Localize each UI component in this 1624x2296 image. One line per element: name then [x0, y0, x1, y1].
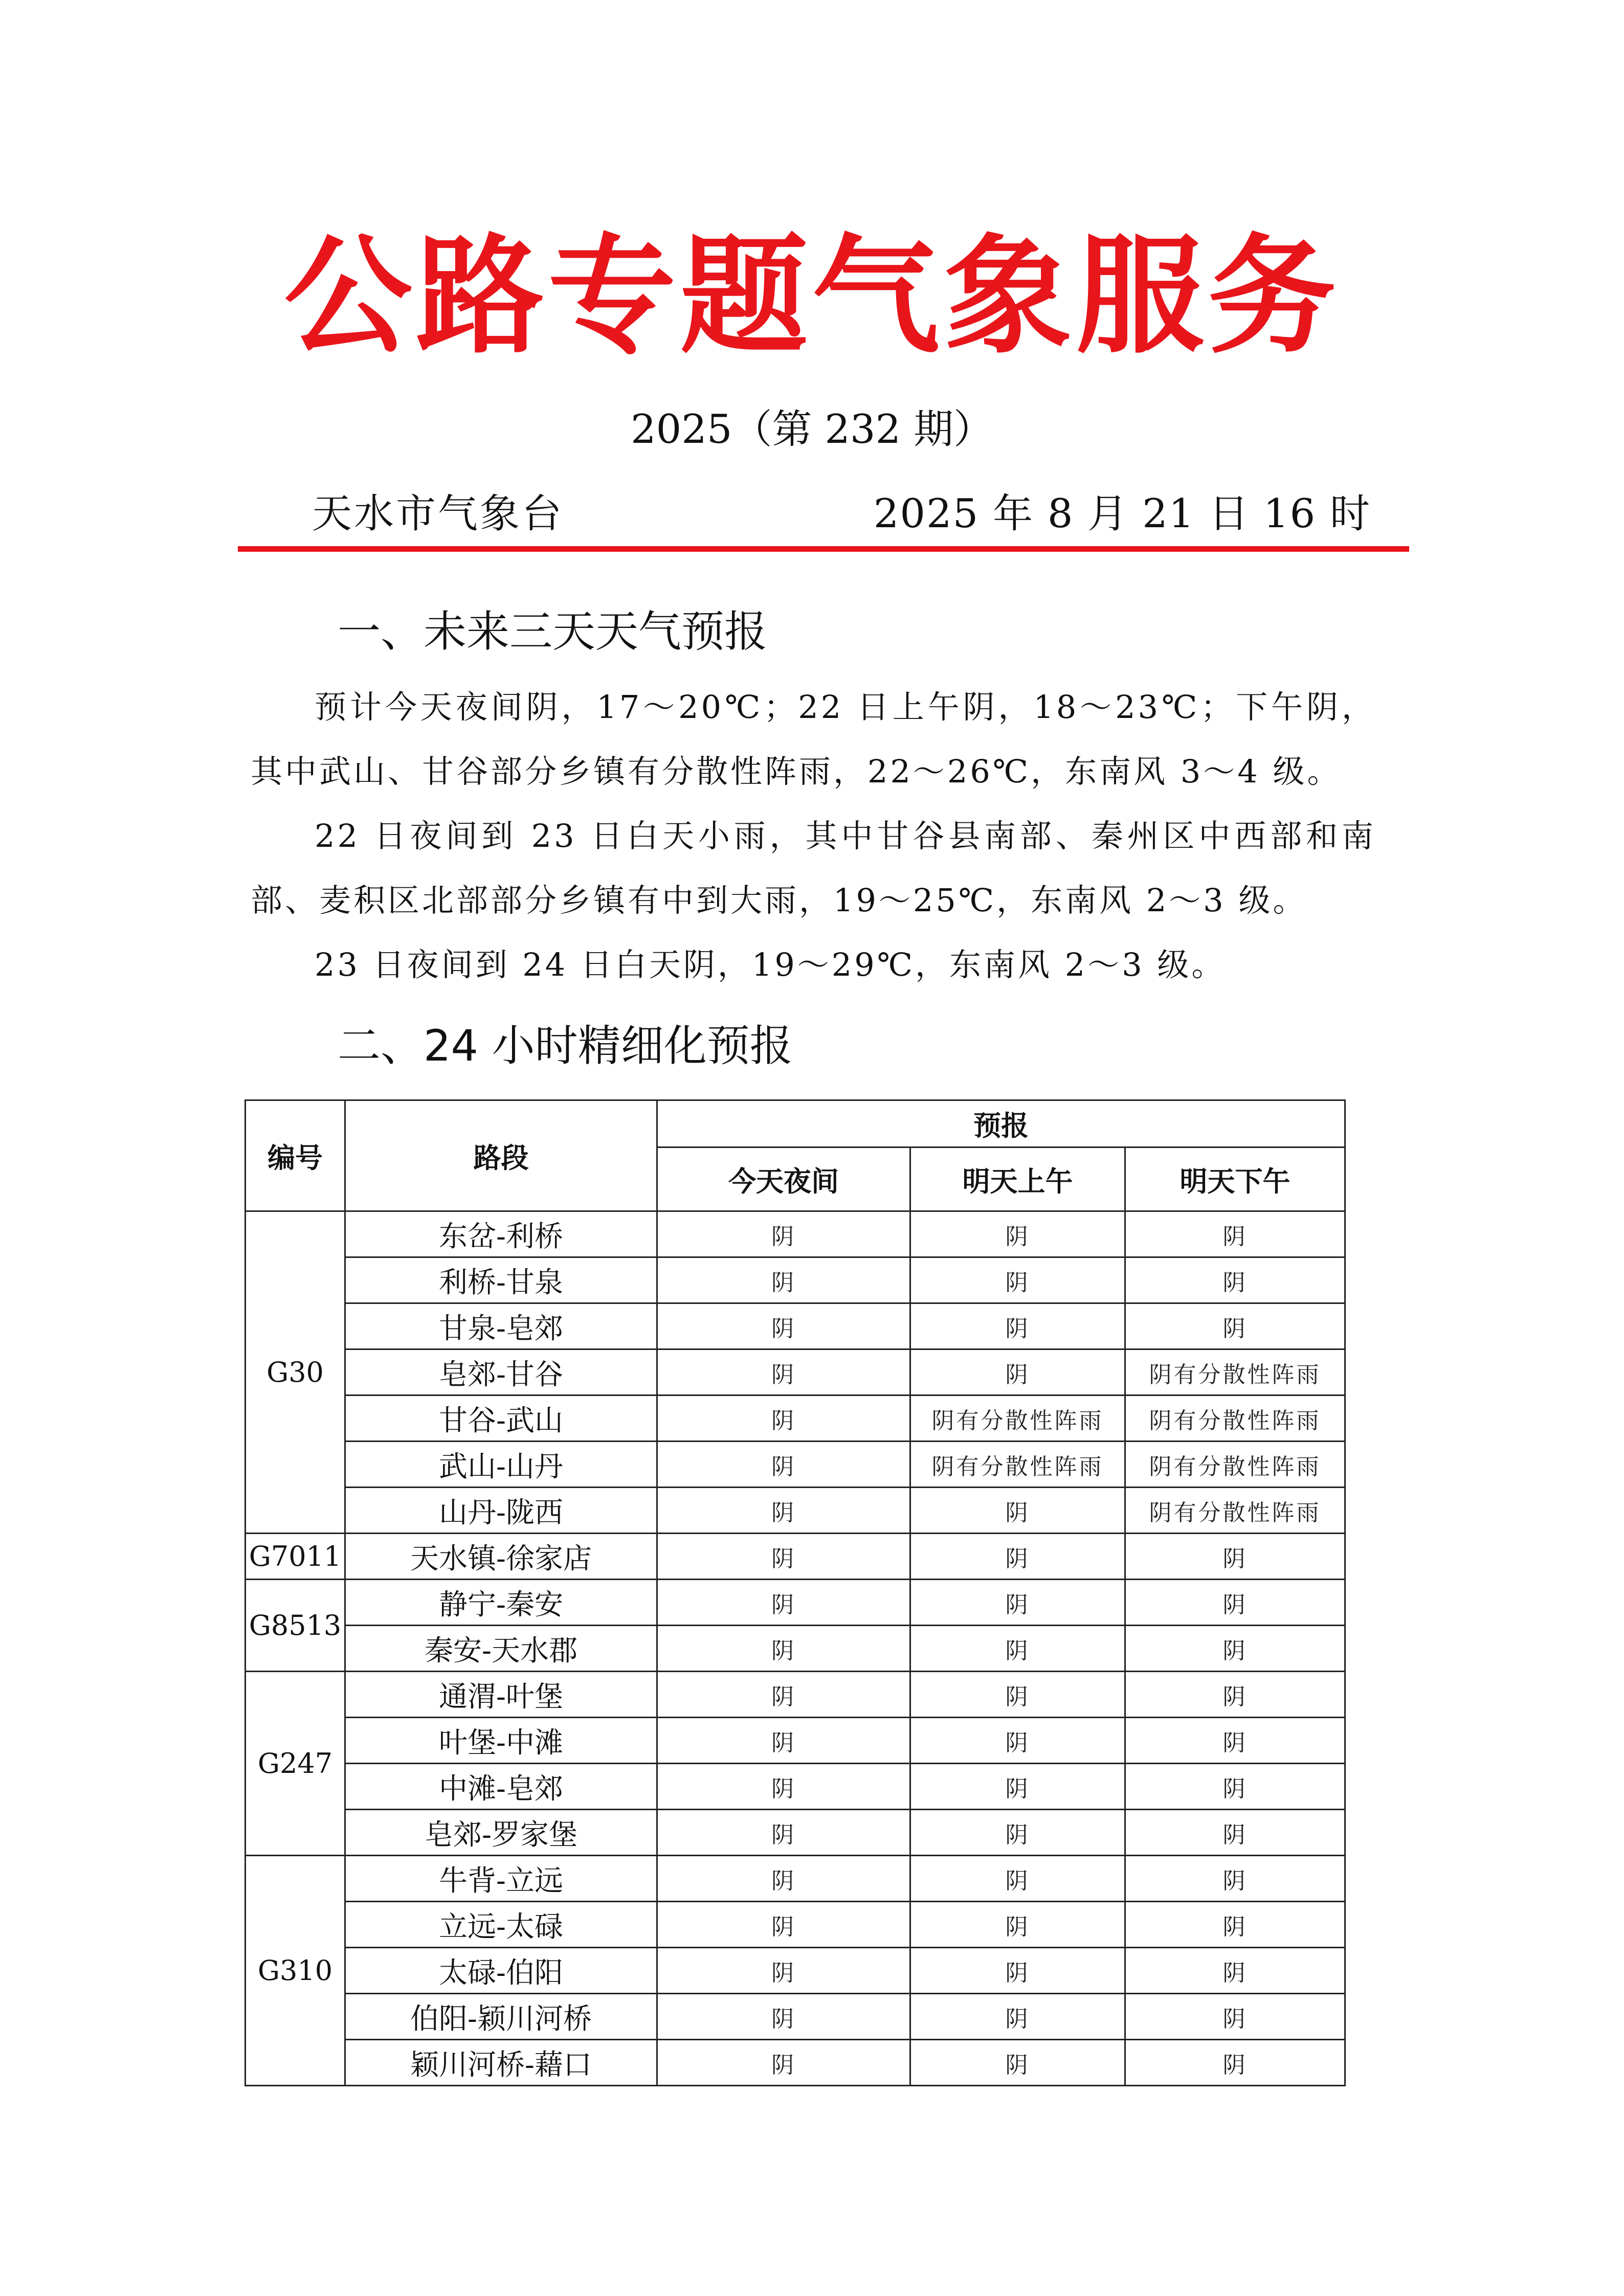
- table-row: [246, 1948, 1345, 1994]
- road-forecast-table: [244, 1099, 1346, 2086]
- road-code: G247: [246, 1672, 345, 1856]
- weather-cell: 阴: [1125, 1718, 1345, 1764]
- road-segment: 中滩-皂郊: [345, 1764, 657, 1810]
- weather-cell: 阴: [657, 1626, 910, 1672]
- header-period: 明天上午: [910, 1147, 1125, 1211]
- weather-cell: 阴: [1125, 1764, 1345, 1810]
- table-row: [246, 1718, 1345, 1764]
- weather-cell: 阴: [1125, 1810, 1345, 1856]
- table-row: [246, 1534, 1345, 1580]
- weather-cell: 阴: [657, 1718, 910, 1764]
- weather-cell: 阴有分散性阵雨: [910, 1442, 1125, 1488]
- weather-cell: 阴: [910, 1994, 1125, 2040]
- table-row: [246, 1303, 1345, 1349]
- road-segment: 静宁-秦安: [345, 1580, 657, 1626]
- weather-cell: 阴: [657, 1534, 910, 1580]
- table-row: [246, 1810, 1345, 1856]
- road-code: G310: [246, 1856, 345, 2086]
- weather-cell: 阴: [910, 1349, 1125, 1395]
- weather-cell: 阴: [1125, 1580, 1345, 1626]
- weather-cell: 阴: [910, 1580, 1125, 1626]
- weather-cell: 阴: [657, 1303, 910, 1349]
- weather-cell: 阴: [910, 1488, 1125, 1534]
- issuing-organization: 天水市气象台: [312, 491, 564, 537]
- table-row: [246, 1580, 1345, 1626]
- section-heading-forecast: 一、未来三天天气预报: [338, 606, 768, 657]
- table-row: [246, 1856, 1345, 1902]
- weather-cell: 阴: [910, 1810, 1125, 1856]
- table-row: [246, 1626, 1345, 1672]
- weather-cell: 阴: [910, 1211, 1125, 1257]
- weather-cell: 阴: [910, 2040, 1125, 2086]
- table-row: [246, 1442, 1345, 1488]
- table-row: [246, 1257, 1345, 1303]
- road-segment: 皂郊-罗家堡: [345, 1810, 657, 1856]
- table-row: [246, 2040, 1345, 2086]
- road-segment: 叶堡-中滩: [345, 1718, 657, 1764]
- weather-cell: 阴有分散性阵雨: [1125, 1349, 1345, 1395]
- weather-cell: 阴: [910, 1534, 1125, 1580]
- document-title: 公路专题气象服务: [284, 222, 1340, 371]
- weather-cell: 阴: [657, 1994, 910, 2040]
- weather-cell: 阴: [1125, 2040, 1345, 2086]
- weather-cell: 阴: [1125, 1856, 1345, 1902]
- road-code: G30: [246, 1211, 345, 1534]
- forecast-paragraph: 预计今天夜间阴，17～20℃；22 日上午阴，18～23℃；下午阴，其中武山、甘谷部分乡镇有分散性阵雨，22～26℃，东南风 3～4 级。: [251, 688, 1376, 790]
- road-segment: 秦安-天水郡: [345, 1626, 657, 1672]
- table-row: [246, 1349, 1345, 1395]
- weather-cell: 阴有分散性阵雨: [910, 1395, 1125, 1442]
- weather-cell: 阴: [657, 1580, 910, 1626]
- weather-cell: 阴: [657, 1488, 910, 1534]
- weather-cell: 阴: [910, 1764, 1125, 1810]
- weather-cell: 阴: [910, 1902, 1125, 1948]
- road-segment: 立远-太碌: [345, 1902, 657, 1948]
- header-segment: 路段: [345, 1100, 657, 1211]
- road-segment: 甘泉-皂郊: [345, 1303, 657, 1349]
- road-segment: 太碌-伯阳: [345, 1948, 657, 1994]
- weather-cell: 阴: [1125, 1534, 1345, 1580]
- road-code: G8513: [246, 1580, 345, 1672]
- table-row: [246, 1395, 1345, 1442]
- road-segment: 利桥-甘泉: [345, 1257, 657, 1303]
- road-segment: 颖川河桥-藉口: [345, 2040, 657, 2086]
- road-segment: 山丹-陇西: [345, 1488, 657, 1534]
- header-period: 今天夜间: [657, 1147, 910, 1211]
- weather-cell: 阴有分散性阵雨: [1125, 1442, 1345, 1488]
- weather-cell: 阴: [657, 1902, 910, 1948]
- table-row: [246, 1211, 1345, 1257]
- table-row: [246, 1672, 1345, 1718]
- weather-cell: 阴: [657, 1349, 910, 1395]
- weather-cell: 阴: [657, 1810, 910, 1856]
- weather-cell: 阴: [910, 1672, 1125, 1718]
- table-body: [246, 1211, 1345, 2086]
- weather-cell: 阴: [657, 1211, 910, 1257]
- table-row: [246, 1994, 1345, 2040]
- weather-cell: 阴: [657, 1395, 910, 1442]
- weather-cell: 阴: [1125, 1948, 1345, 1994]
- table-row: [246, 1902, 1345, 1948]
- weather-cell: 阴: [1125, 1994, 1345, 2040]
- road-segment: 甘谷-武山: [345, 1395, 657, 1442]
- weather-cell: 阴: [910, 1257, 1125, 1303]
- weather-cell: 阴: [657, 1257, 910, 1303]
- weather-cell: 阴: [657, 1856, 910, 1902]
- header-divider: [238, 546, 1409, 552]
- road-segment: 武山-山丹: [345, 1442, 657, 1488]
- weather-cell: 阴: [657, 1672, 910, 1718]
- weather-cell: 阴: [910, 1303, 1125, 1349]
- road-segment: 牛背-立远: [345, 1856, 657, 1902]
- weather-cell: 阴: [910, 1626, 1125, 1672]
- road-segment: 东岔-利桥: [345, 1211, 657, 1257]
- weather-cell: 阴: [910, 1718, 1125, 1764]
- road-code: G7011: [246, 1534, 345, 1580]
- weather-cell: 阴: [657, 1948, 910, 1994]
- issue-date: 2025 年 8 月 21 日 16 时: [873, 491, 1371, 537]
- forecast-paragraph: 22 日夜间到 23 日白天小雨，其中甘谷县南部、秦州区中西部和南部、麦积区北部部分乡镇有中到大雨，19～25℃，东南风 2～3 级。: [251, 817, 1376, 919]
- road-segment: 伯阳-颖川河桥: [345, 1994, 657, 2040]
- header-period: 明天下午: [1125, 1147, 1345, 1211]
- road-segment: 天水镇-徐家店: [345, 1534, 657, 1580]
- weather-cell: 阴: [1125, 1626, 1345, 1672]
- issue-number: 2025（第 232 期）: [631, 407, 993, 453]
- table-row: [246, 1764, 1345, 1810]
- section-heading-detailed: 二、24 小时精细化预报: [338, 1021, 793, 1071]
- weather-cell: 阴: [910, 1948, 1125, 1994]
- weather-cell: 阴: [1125, 1902, 1345, 1948]
- road-segment: 通渭-叶堡: [345, 1672, 657, 1718]
- header-code: 编号: [246, 1100, 345, 1211]
- road-segment: 皂郊-甘谷: [345, 1349, 657, 1395]
- weather-cell: 阴: [657, 1764, 910, 1810]
- weather-cell: 阴有分散性阵雨: [1125, 1395, 1345, 1442]
- weather-cell: 阴: [657, 2040, 910, 2086]
- table-row: [246, 1488, 1345, 1534]
- header-forecast: 预报: [657, 1100, 1345, 1147]
- weather-cell: 阴: [657, 1442, 910, 1488]
- weather-cell: 阴: [1125, 1211, 1345, 1257]
- forecast-paragraph: 23 日夜间到 24 日白天阴，19～29℃，东南风 2～3 级。: [315, 946, 1226, 983]
- weather-cell: 阴: [1125, 1672, 1345, 1718]
- weather-cell: 阴: [1125, 1257, 1345, 1303]
- weather-cell: 阴: [910, 1856, 1125, 1902]
- weather-cell: 阴有分散性阵雨: [1125, 1488, 1345, 1534]
- weather-cell: 阴: [1125, 1303, 1345, 1349]
